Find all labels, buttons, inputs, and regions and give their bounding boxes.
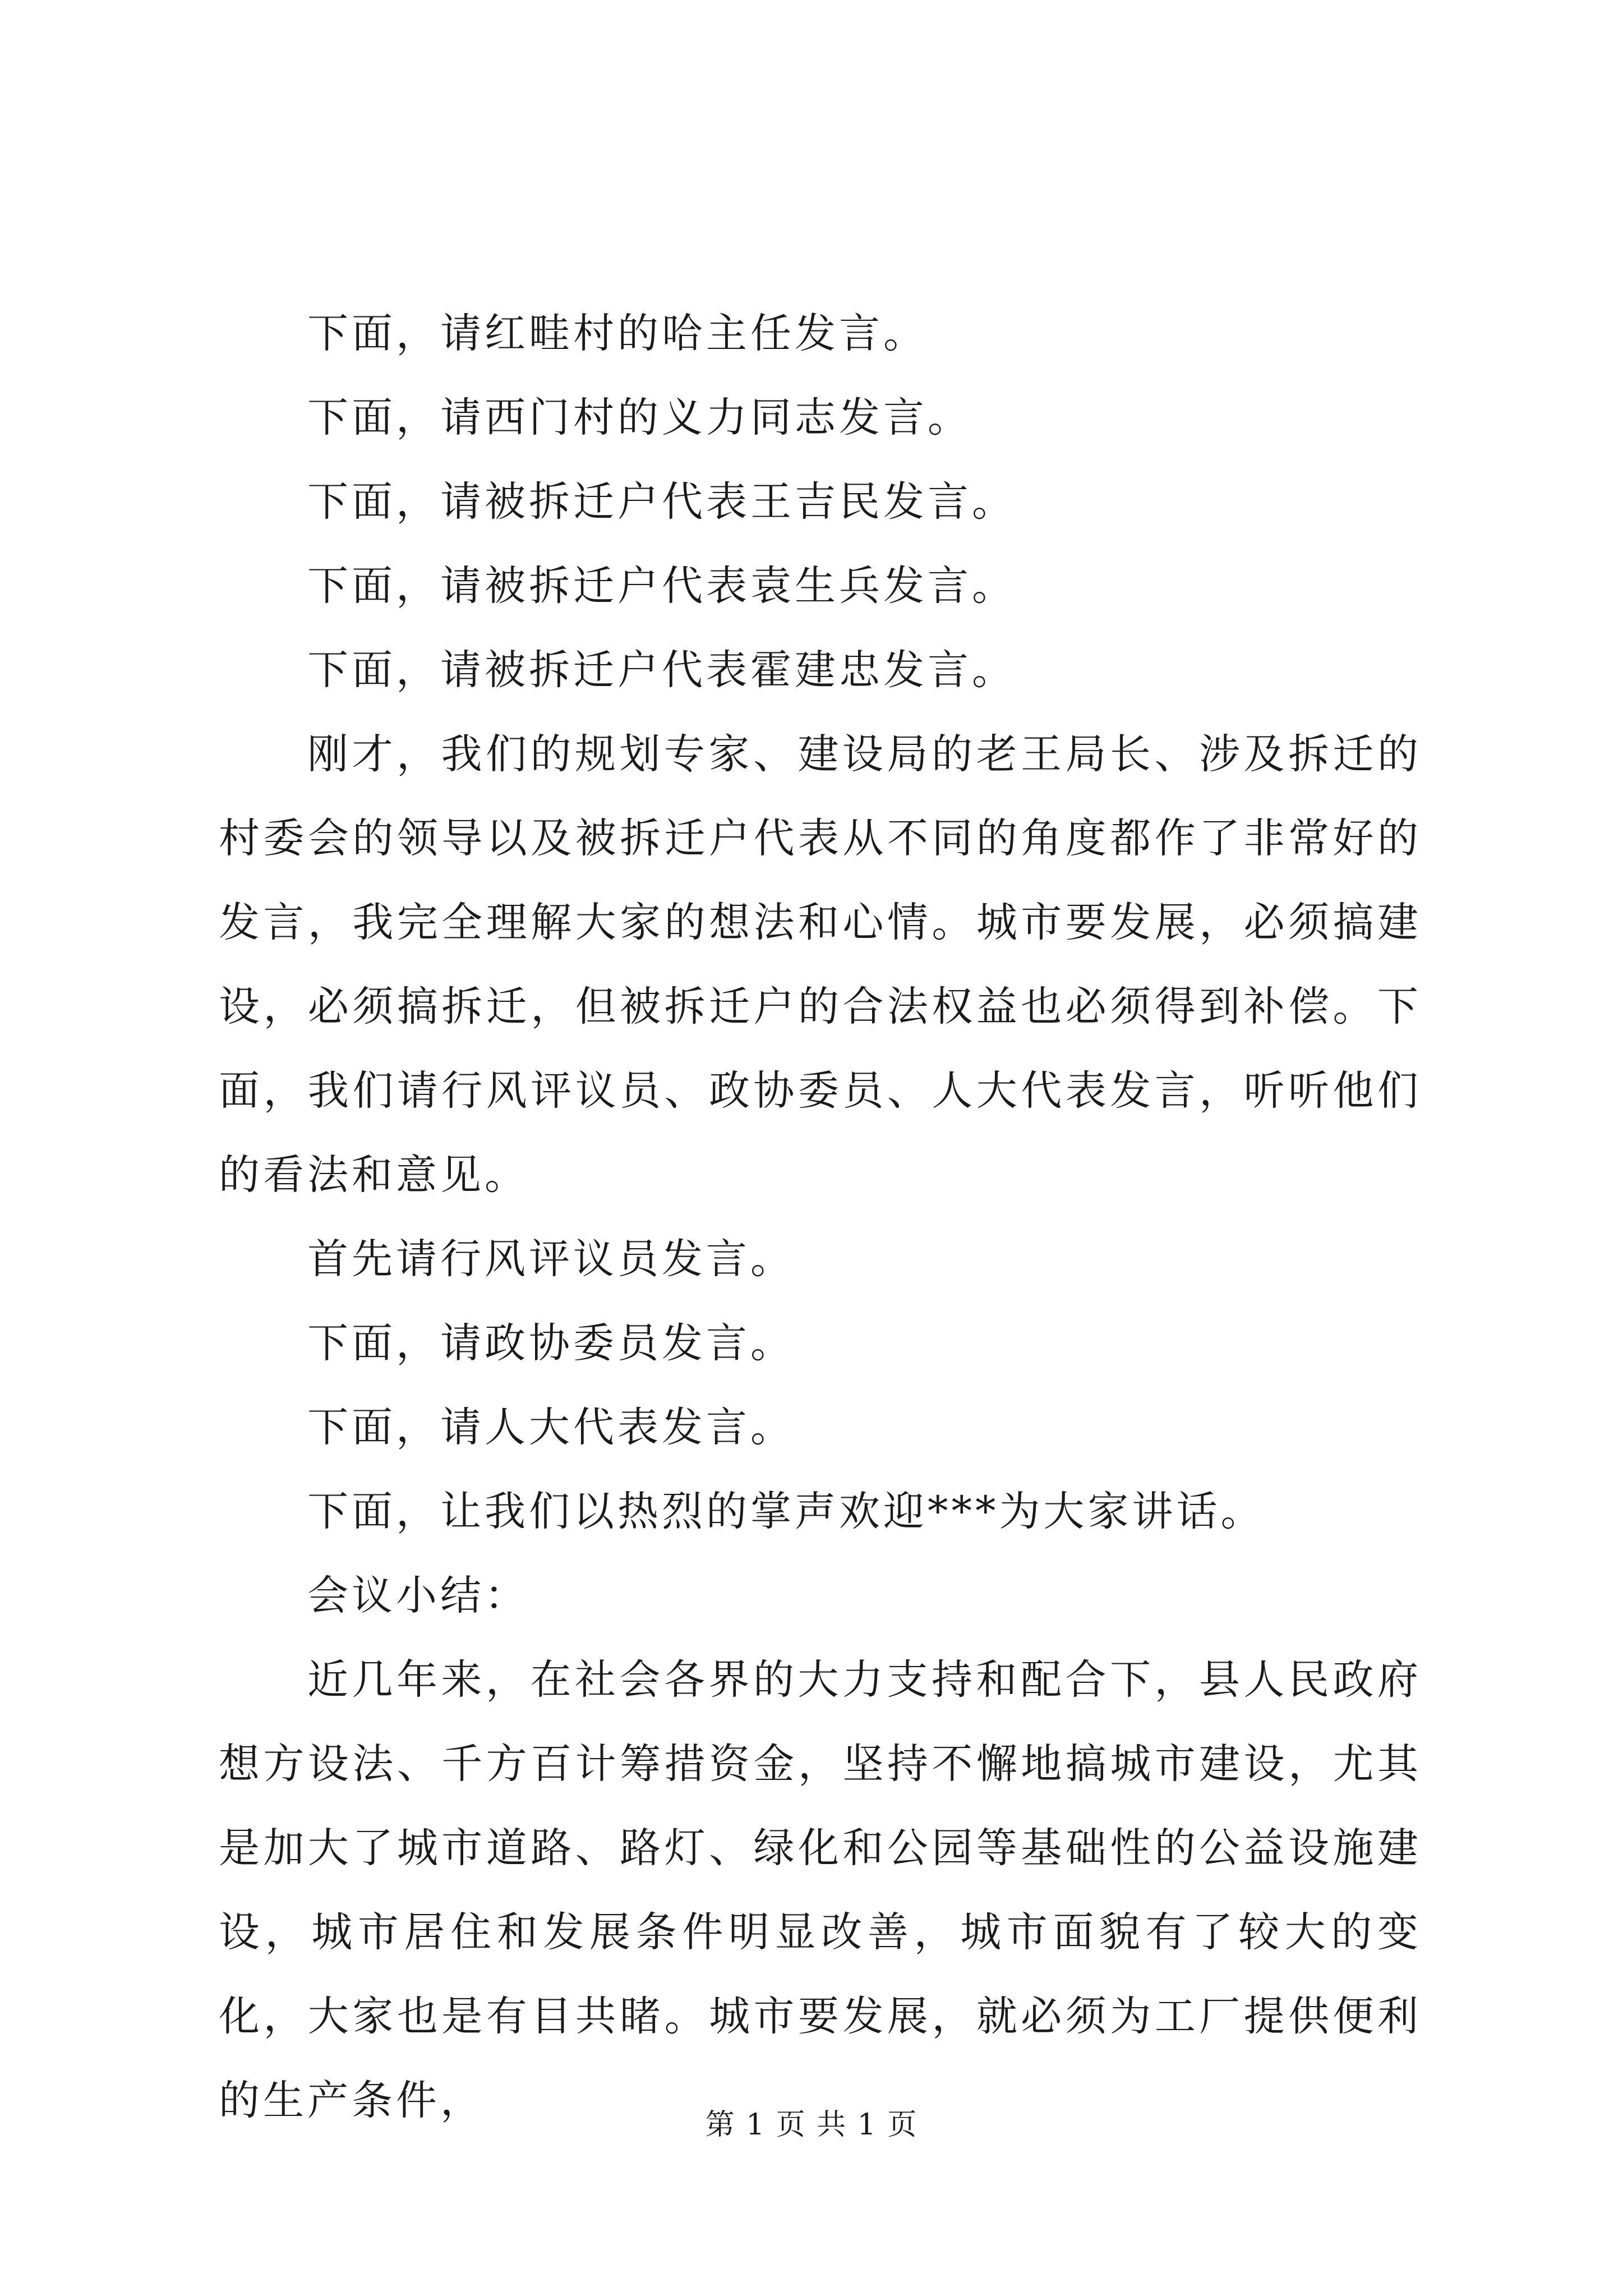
paragraph-speaker-hongwa: 下面，请红畦村的哈主任发言。 [307, 310, 928, 357]
paragraph-meeting-summary-heading: 会议小结： [307, 1572, 529, 1619]
paragraph-npc-deputy: 下面，请人大代表发言。 [307, 1404, 795, 1451]
paragraph-speaker-wangjimin: 下面，请被拆迁户代表王吉民发言。 [307, 478, 1016, 526]
page-footer: 第 1 页 共 1 页 [705, 2108, 918, 2142]
paragraph-speaker-yuanshengbing: 下面，请被拆迁户代表袁生兵发言。 [307, 562, 1016, 610]
paragraph-meeting-summary: 近几年来，在社会各界的大力支持和配合下，县人民政府想方设法、千方百计筹措资金，坚持不懈地搞城市建设，尤其是加大了城市道路、路灯、绿化和公园等基础性的公益设施建设，城市居住和发展条件明显改善，城市面貌有了较大的变化，大家也是有目共睹。城市要发展，就必须为工厂提供便利的生产条件， [219, 1656, 1422, 2124]
paragraph-speaker-huojianzhong: 下面，请被拆迁户代表霍建忠发言。 [307, 646, 1016, 694]
paragraph-welcome-speech: 下面，让我们以热烈的掌声欢迎***为大家讲话。 [307, 1488, 1265, 1535]
paragraph-summary-remarks: 刚才，我们的规划专家、建设局的老王局长、涉及拆迁的村委会的领导以及被拆迁户代表从不同的角度都作了非常好的发言，我完全理解大家的想法和心情。城市要发展，必须搞建设，必须搞拆迁，但被拆迁户的合法权益也必须得到补偿。下面，我们请行风评议员、政协委员、人大代表发言，听听他们的看法和意见。 [219, 730, 1422, 1199]
paragraph-speaker-ximen: 下面，请西门村的义力同志发言。 [307, 394, 972, 441]
paragraph-evaluator: 首先请行风评议员发言。 [307, 1235, 795, 1283]
paragraph-cppcc-member: 下面，请政协委员发言。 [307, 1319, 795, 1367]
document-body [219, 292, 1422, 2143]
